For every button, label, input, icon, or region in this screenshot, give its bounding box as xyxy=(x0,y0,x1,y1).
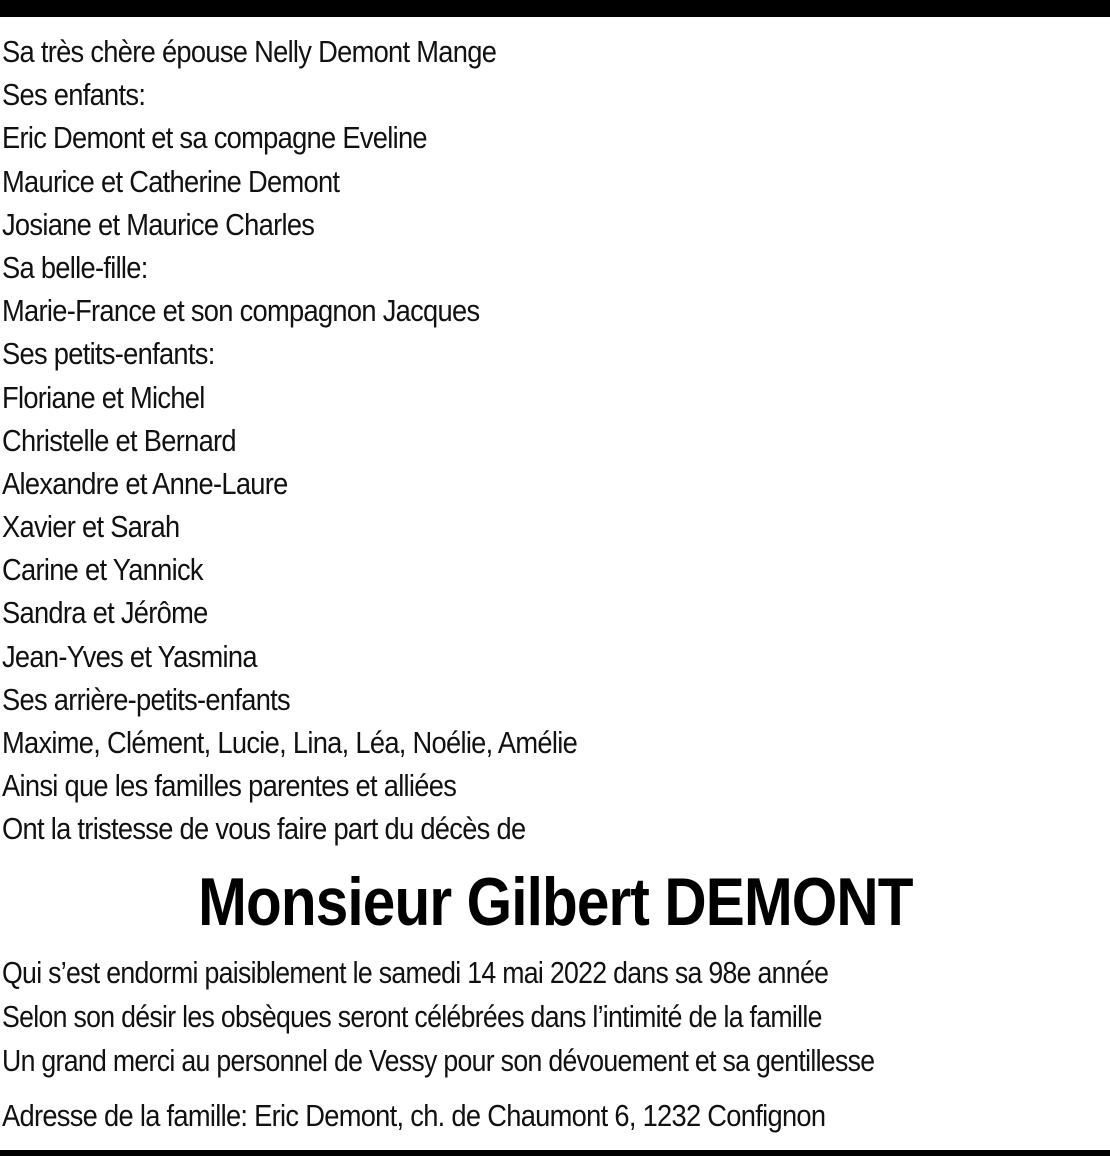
family-list xyxy=(2,30,655,851)
top-border-rule xyxy=(0,0,1110,17)
detail-line: Qui s’est endormi paisiblement le samedi 14 mai 2022 dans sa 98e année xyxy=(2,955,829,990)
family-line: Carine et Yannick xyxy=(2,552,203,588)
deceased-name: Monsieur Gilbert DEMONT xyxy=(197,864,913,940)
announcement-details xyxy=(2,951,1016,1083)
family-line: Maurice et Catherine Demont xyxy=(2,163,340,199)
family-line: Sandra et Jérôme xyxy=(2,595,208,631)
family-line: Sa belle-fille: xyxy=(2,249,148,285)
family-line: Ses arrière-petits-enfants xyxy=(2,681,290,717)
family-line: Ainsi que les familles parentes et alliées xyxy=(2,768,457,804)
family-line: Ses petits-enfants: xyxy=(2,336,215,372)
family-line: Ont la tristesse de vous faire part du décès de xyxy=(2,811,526,847)
bottom-border-rule xyxy=(0,1150,1110,1156)
family-line: Josiane et Maurice Charles xyxy=(2,206,315,242)
family-line: Xavier et Sarah xyxy=(2,509,180,545)
detail-line: Selon son désir les obsèques seront célébrées dans l’intimité de la famille xyxy=(2,999,822,1034)
family-line: Marie-France et son compagnon Jacques xyxy=(2,293,480,329)
family-line: Floriane et Michel xyxy=(2,379,205,415)
detail-line: Un grand merci au personnel de Vessy pour son dévouement et sa gentillesse xyxy=(2,1043,875,1078)
deceased-name-heading xyxy=(0,862,1110,942)
family-address: Adresse de la famille: Eric Demont, ch. de Chaumont 6, 1232 Confignon xyxy=(2,1098,826,1133)
family-line: Jean-Yves et Yasmina xyxy=(2,638,257,674)
family-line: Alexandre et Anne-Laure xyxy=(2,465,288,501)
family-line: Ses enfants: xyxy=(2,77,146,113)
family-line: Maxime, Clément, Lucie, Lina, Léa, Noélie, Amélie xyxy=(2,725,578,760)
family-line: Eric Demont et sa compagne Eveline xyxy=(2,120,427,156)
family-line: Sa très chère épouse Nelly Demont Mange xyxy=(2,34,497,69)
family-line: Christelle et Bernard xyxy=(2,422,236,458)
